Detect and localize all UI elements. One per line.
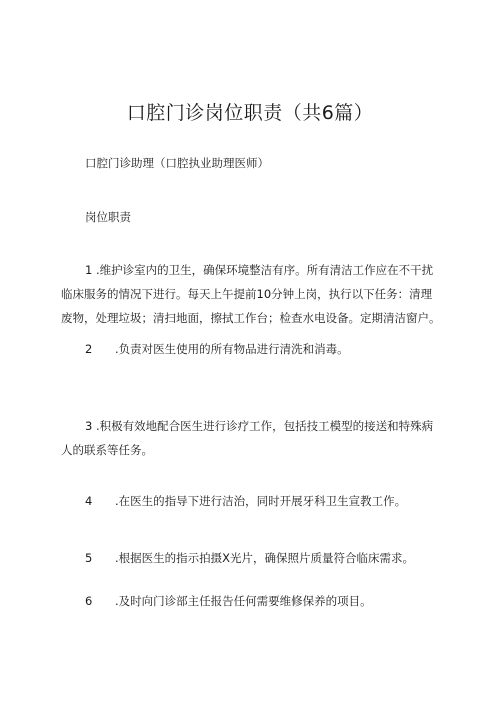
duty-item-2-text: .负责对医生使用的所有物品进行清洗和消毒。 [115, 342, 349, 356]
duty-item-1-line-2: 临床服务的情况下进行。每天上午提前10分钟上岗，执行以下任务：清理 [61, 287, 433, 301]
duty-item-5 [85, 546, 414, 570]
duty-item-5-number: 5 [85, 551, 93, 565]
section-heading: 岗位职责 [85, 210, 131, 224]
duty-item-4-number: 4 [85, 494, 93, 508]
job-subtitle: 口腔门诊助理（口腔执业助理医师） [85, 156, 269, 170]
duty-item-6-number: 6 [85, 594, 93, 608]
duty-item-2 [85, 337, 349, 361]
document-title: 口腔门诊岗位职责（共6篇） [126, 102, 374, 124]
duty-item-1 [61, 258, 441, 330]
duty-item-4 [85, 489, 406, 513]
duty-item-5-text: .根据医生的指示拍摄X光片，确保照片质量符合临床需求。 [115, 551, 415, 565]
duty-item-3 [61, 414, 441, 462]
duty-item-4-text: .在医生的指导下进行洁治，同时开展牙科卫生宣教工作。 [115, 494, 407, 508]
duty-item-2-number: 2 [85, 342, 93, 356]
duty-item-1-line-1: 1 .维护诊室内的卫生，确保环境整洁有序。所有清洁工作应在不干扰 [85, 263, 434, 277]
duty-item-6 [85, 589, 372, 613]
duty-item-3-line-1: 3 .积极有效地配合医生进行诊疗工作，包括技工模型的接送和特殊病 [85, 419, 434, 433]
duty-item-6-text: .及时向门诊部主任报告任何需要维修保养的项目。 [115, 594, 372, 608]
duty-item-1-line-3: 废物，处理垃圾；清扫地面，擦拭工作台；检查水电设备。定期清洁窗户。 [61, 311, 441, 325]
duty-item-3-line-2: 人的联系等任务。 [61, 443, 153, 457]
